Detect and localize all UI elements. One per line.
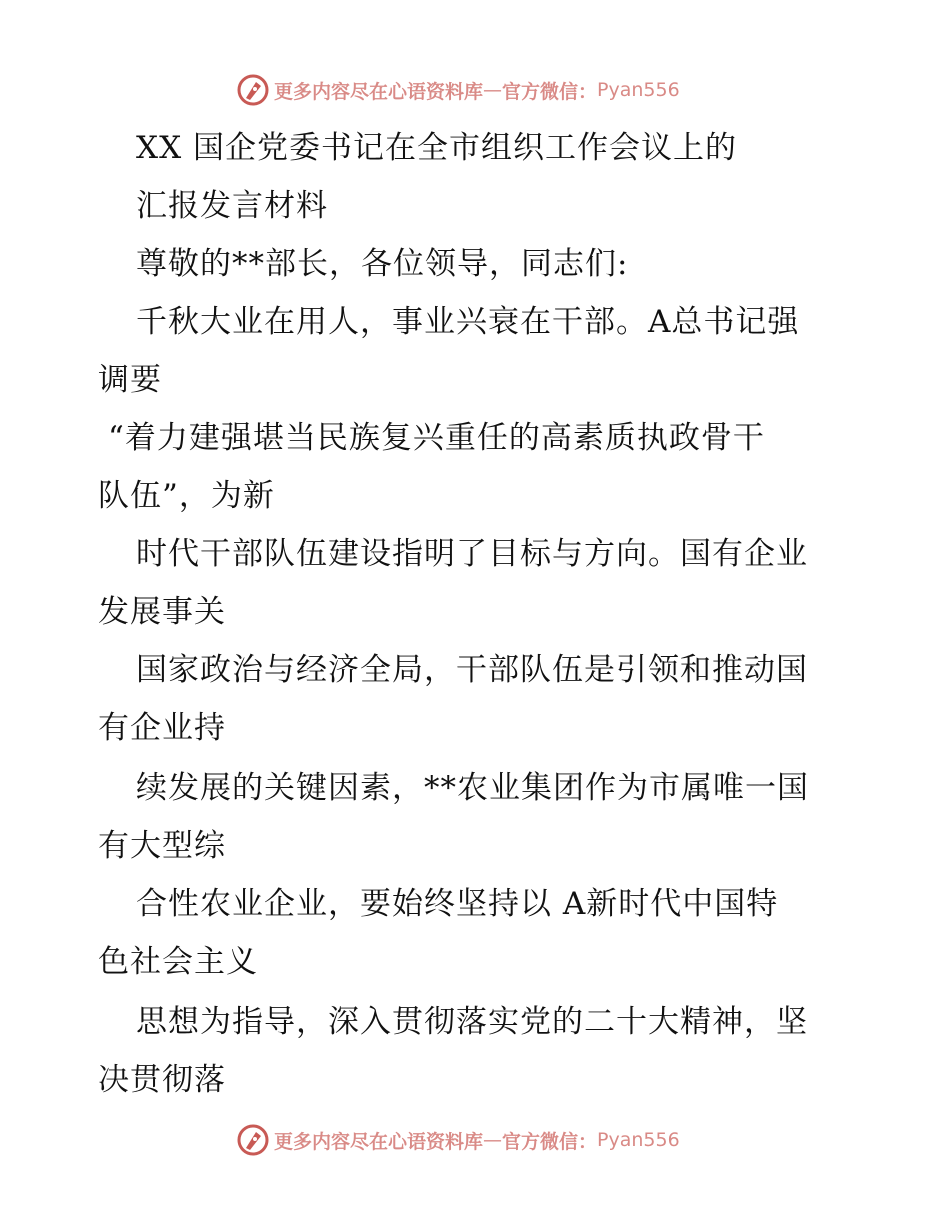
watermark-wechat-id: Pyan556 [597,79,680,101]
doc-line: 发展事关 [98,594,226,630]
doc-line: 合性农业企业，要始终坚持以 A新时代中国特 [136,886,779,922]
doc-title-line-1: XX 国企党委书记在全市组织工作会议上的 [136,130,737,166]
doc-line: 队伍”，为新 [98,478,275,514]
watermark-text: 更多内容尽在心语资料库 [274,80,484,103]
pen-nib-circle-icon [236,1123,270,1157]
doc-title-line-2: 汇报发言材料 [136,188,328,224]
watermark-wechat-label: 官方微信： [502,80,598,103]
doc-line: 色社会主义 [98,944,258,980]
doc-salutation: 尊敬的**部长，各位领导，同志们: [136,246,629,282]
doc-line: 国家政治与经济全局，干部队伍是引领和推动国 [136,652,808,688]
watermark-separator: — [483,1129,503,1151]
doc-line: 决贯彻落 [98,1062,226,1098]
doc-line: 续发展的关键因素，**农业集团作为市属唯一国 [136,770,809,806]
watermark-wechat-id: Pyan556 [597,1129,680,1151]
watermark-text: 更多内容尽在心语资料库 [274,1130,484,1153]
doc-line: 有大型综 [98,828,226,864]
watermark-separator: — [483,79,503,101]
footer-watermark [236,1120,680,1160]
doc-line: 有企业持 [98,710,226,746]
watermark-wechat-label: 官方微信： [502,1130,598,1153]
doc-line: 千秋大业在用人，事业兴衰在干部。A总书记强 [136,304,800,340]
doc-line: 调要 [98,362,162,398]
doc-line: 时代干部队伍建设指明了目标与方向。国有企业 [136,536,808,572]
doc-line: “着力建强堪当民族复兴重任的高素质执政骨干 [108,420,765,456]
doc-line: 思想为指导，深入贯彻落实党的二十大精神，坚 [136,1004,808,1040]
